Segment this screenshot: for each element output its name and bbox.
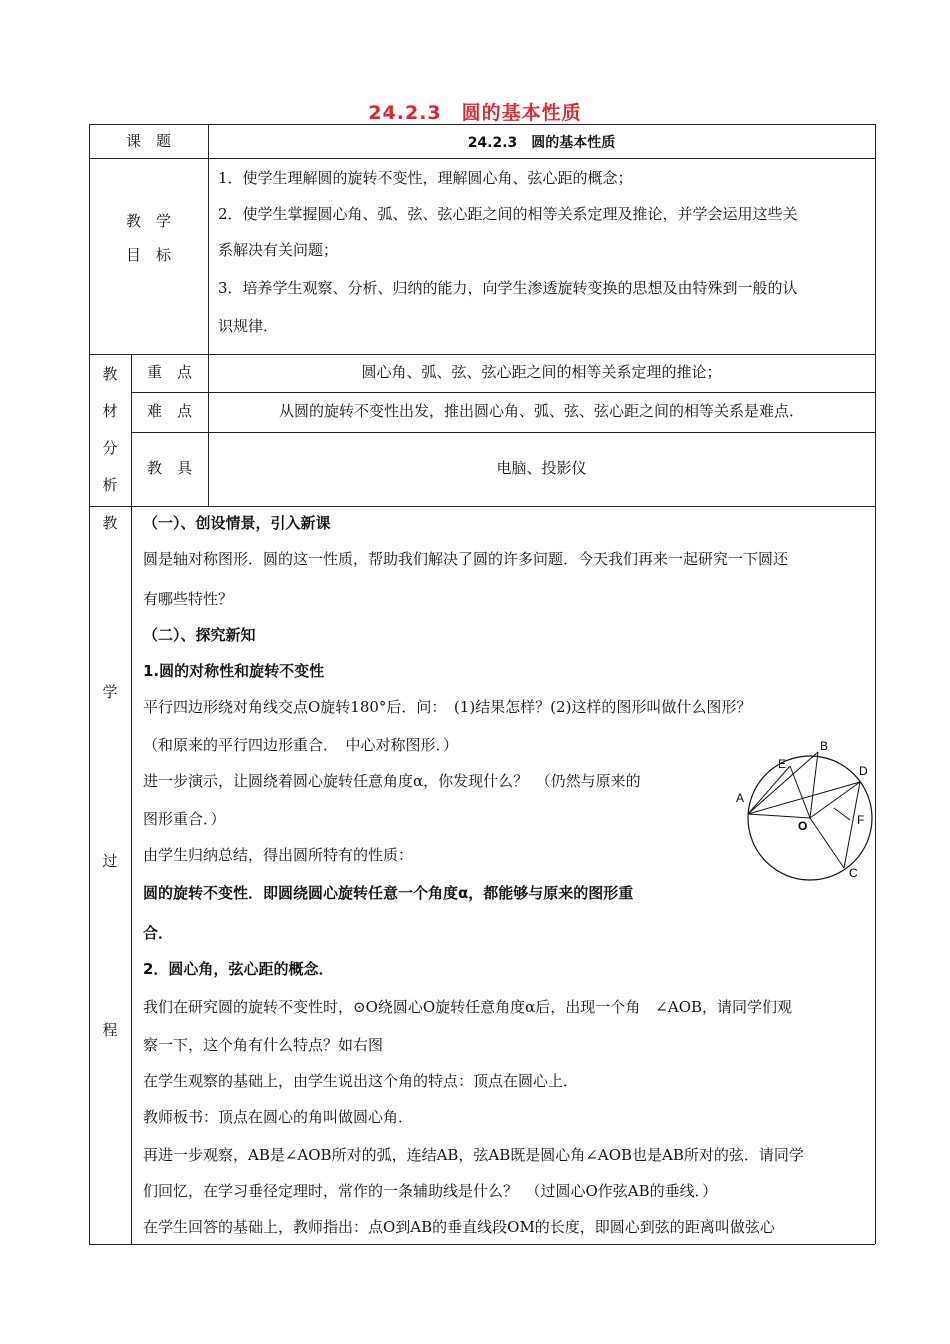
- circle-figure: [730, 738, 875, 883]
- process-line: 图形重合．）: [143, 810, 226, 828]
- point-label: F: [857, 813, 865, 827]
- process-line: 有哪些特性？: [143, 590, 234, 608]
- point-label: O: [798, 819, 808, 833]
- topic-label: 课 题: [125, 132, 171, 150]
- difficulty-label: 难 点: [146, 402, 192, 420]
- tools-value: 电脑、投影仪: [496, 459, 587, 477]
- process-line: 再进一步观察，AB是∠AOB所对的弧，连结AB，弦AB既是圆心角∠AOB也是AB所对的弦．请同学: [143, 1146, 804, 1164]
- process-line: 进一步演示，让圆绕着圆心旋转任意角度α，你发现什么？ （仍然与原来的: [143, 772, 641, 790]
- process-heading-2: （二）、探究新知: [143, 626, 256, 644]
- process-line: 由学生归纳总结，得出圆所特有的性质：: [143, 846, 414, 864]
- process-line: 我们在研究圆的旋转不变性时，⊙O绕圆心O旋转任意角度α后，出现一个角 ∠AOB，请同学们观: [143, 998, 793, 1016]
- goal-line-4: 3．培养学生观察、分析、归纳的能力，向学生渗透旋转变换的思想及由特殊到一般的认: [218, 279, 798, 297]
- goals-label-1: 教 学: [125, 212, 171, 230]
- goal-line-5: 识规律．: [218, 317, 279, 335]
- process-line: 平行四边形绕对角线交点O旋转180°后．问： (1)结果怎样？(2)这样的图形叫做什么图形？: [143, 698, 752, 716]
- figure-lines: [748, 752, 860, 868]
- process-line: 圆是轴对称图形．圆的这一性质，帮助我们解决了圆的许多问题．今天我们再来一起研究一下圆还: [143, 550, 789, 568]
- process-label: 教 学 过 程: [102, 514, 118, 1039]
- process-subheading-1: 1.圆的对称性和旋转不变性: [143, 662, 325, 680]
- goal-line-1: 1．使学生理解圆的旋转不变性，理解圆心角、弦心距的概念；: [218, 169, 633, 187]
- key-value: 圆心角、弧、弦、弦心距之间的相等关系定理的推论；: [361, 363, 722, 381]
- difficulty-value: 从圆的旋转不变性出发，推出圆心角、弧、弦、弦心距之间的相等关系是难点．: [278, 402, 804, 420]
- tools-label: 教 具: [146, 459, 192, 477]
- goal-line-3: 系解决有关问题；: [218, 241, 339, 259]
- process-property-end: 合．: [143, 924, 174, 942]
- process-line: 在学生观察的基础上，由学生说出这个角的特点：顶点在圆心上．: [143, 1072, 579, 1090]
- process-property: 圆的旋转不变性．即圆绕圆心旋转任意一个角度α，都能够与原来的图形重: [143, 884, 634, 902]
- process-subheading-2: 2．圆心角，弦心距的概念．: [143, 960, 334, 978]
- process-line: 教师板书：顶点在圆心的角叫做圆心角．: [143, 1108, 414, 1126]
- point-label: B: [820, 739, 829, 753]
- point-label: E: [778, 757, 787, 771]
- topic-value: 24.2.3 圆的基本性质: [467, 135, 616, 151]
- goal-line-2: 2．使学生掌握圆心角、弧、弦、弦心距之间的相等关系定理及推论，并学会运用这些关: [218, 205, 798, 223]
- point-label: D: [859, 764, 868, 778]
- analysis-label: 教 材 分 析: [102, 365, 118, 494]
- process-line: 在学生回答的基础上，教师指出：点O到AB的垂直线段OM的长度，即圆心到弦的距离叫做弦心: [143, 1218, 775, 1236]
- goals-label-2: 目 标: [125, 246, 171, 264]
- process-heading-1: （一）、创设情景，引入新课: [143, 514, 331, 532]
- page-title: 24.2.3 圆的基本性质: [368, 102, 582, 124]
- process-line: 们回忆，在学习垂径定理时，常作的一条辅助线是什么？ （过圆心O作弦AB的垂线．）: [143, 1182, 718, 1200]
- point-label: A: [736, 791, 745, 805]
- process-line: （和原来的平行四边形重合． 中心对称图形．）: [143, 736, 459, 754]
- point-label: C: [849, 866, 858, 880]
- process-line: 察一下，这个角有什么特点？如右图: [143, 1036, 384, 1054]
- key-label: 重 点: [146, 363, 192, 381]
